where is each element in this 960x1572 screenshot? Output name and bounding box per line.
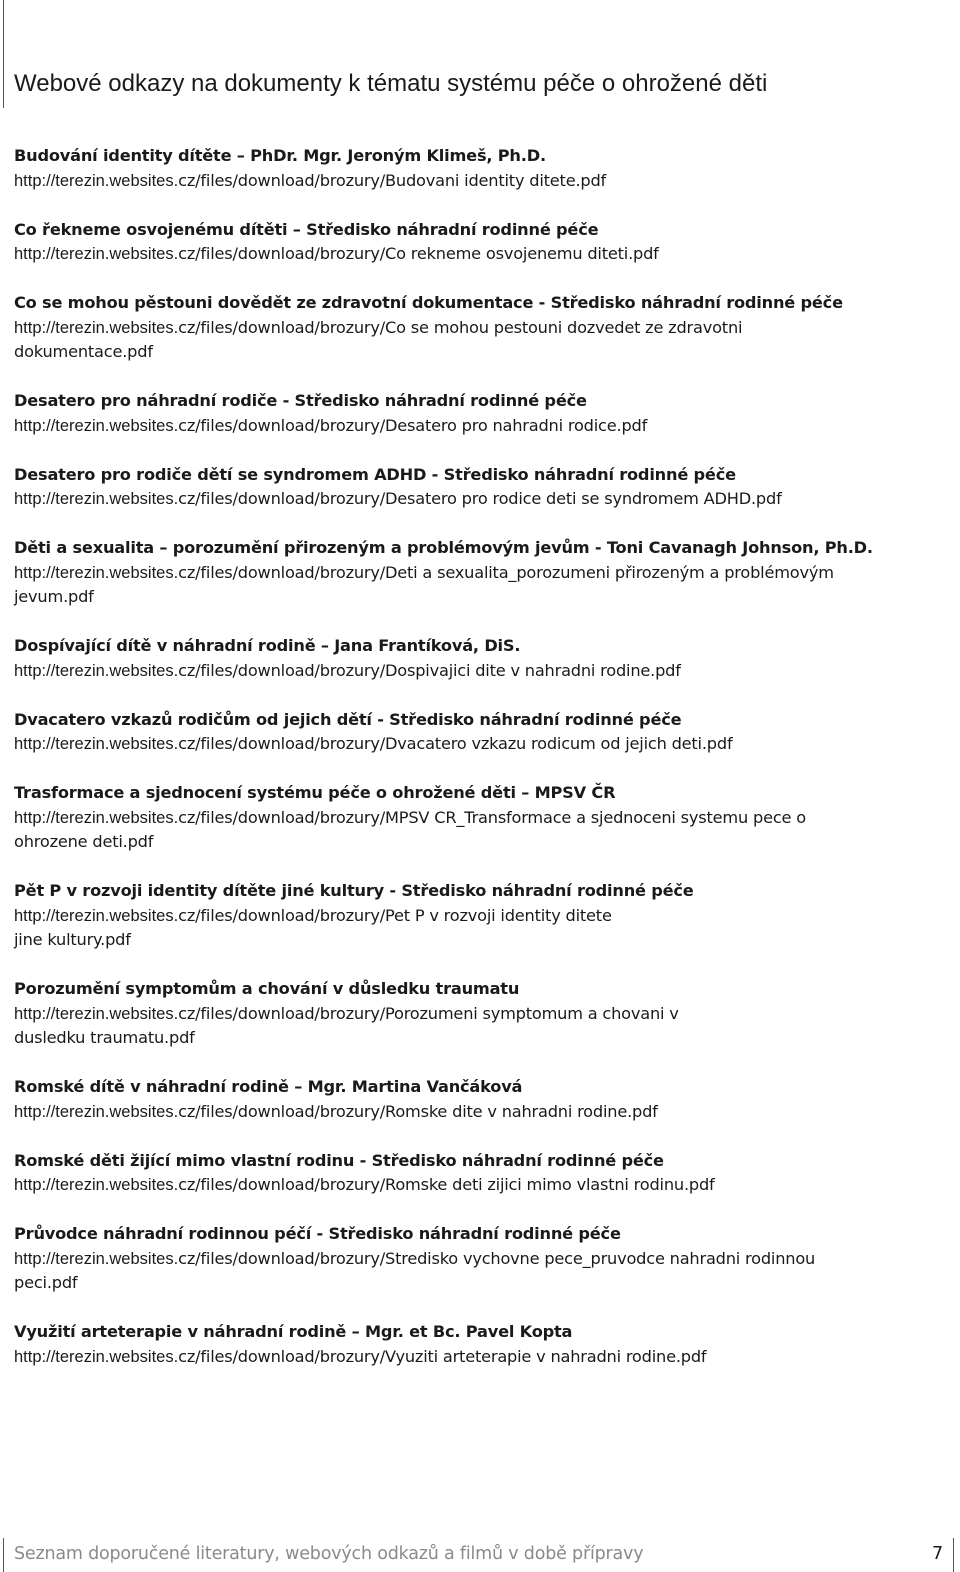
- entry-title: Romské dítě v náhradní rodině – Mgr. Martina Vančáková: [14, 1077, 523, 1096]
- entry-title: Budování identity dítěte – PhDr. Mgr. Jeroným Klimeš, Ph.D.: [14, 146, 546, 165]
- entry-url[interactable]: [14, 732, 944, 757]
- link-entry: [14, 291, 944, 365]
- url-path: cz/files/download/brozury/Stredisko vychovne pece_pruvodce nahradni rodinnou peci.pdf: [14, 1248, 816, 1292]
- link-entry: [14, 879, 944, 953]
- url-path: cz/files/download/brozury/Porozumeni symptomum a chovani v dusledku traumatu.pdf: [14, 1003, 679, 1047]
- entry-title: Romské děti žijící mimo vlastní rodinu - Středisko náhradní rodinné péče: [14, 1150, 664, 1170]
- url-path: cz/files/download/brozury/Budovani identity ditete.pdf: [178, 170, 607, 190]
- entry-title: Dvacatero vzkazů rodičům od jejich dětí - Středisko náhradní rodinné péče: [14, 709, 682, 729]
- link-entry: [14, 144, 944, 193]
- link-entry: [14, 1320, 944, 1369]
- url-host: http://terezin.websites.: [14, 661, 179, 680]
- entry-url[interactable]: [14, 1100, 944, 1125]
- url-host: http://terezin.websites.: [14, 490, 179, 508]
- entry-url[interactable]: [14, 904, 944, 953]
- link-entry: [14, 1075, 944, 1124]
- url-host: http://terezin.websites.: [14, 1004, 179, 1023]
- entry-title: Trasformace a sjednocení systému péče o ohrožené děti – MPSV ČR: [14, 783, 616, 802]
- url-path: cz/files/download/brozury/Vyuziti arteterapie v nahradni rodine.pdf: [178, 1346, 707, 1366]
- entry-url[interactable]: [14, 487, 944, 512]
- url-host: http://terezin.websites.: [14, 808, 179, 827]
- url-path: cz/files/download/brozury/MPSV CR_Transformace a sjednoceni systemu pece o ohrozene deti.pdf: [14, 807, 806, 851]
- url-path: cz/files/download/brozury/Dospivajici dite v nahradni rodine.pdf: [178, 660, 681, 680]
- entry-title: Využití arteterapie v náhradní rodině – Mgr. et Bc. Pavel Kopta: [14, 1322, 573, 1341]
- link-entry: [14, 1222, 944, 1296]
- entry-url[interactable]: [14, 1002, 944, 1051]
- url-path: cz/files/download/brozury/Pet P v rozvoji identity ditete jine kultury.pdf: [14, 905, 612, 949]
- footer-rule-right: [953, 1538, 954, 1572]
- entry-title: Průvodce náhradní rodinnou péčí - Středisko náhradní rodinné péče: [14, 1224, 621, 1243]
- entry-url[interactable]: [14, 169, 944, 194]
- link-entry: [14, 781, 944, 855]
- entry-url[interactable]: [14, 561, 944, 610]
- url-host: http://terezin.websites.: [14, 416, 179, 435]
- entry-title: Děti a sexualita – porozumění přirozeným a problémovým jevům - Toni Cavanagh Johnson, Ph.D.: [14, 538, 873, 557]
- url-path: cz/files/download/brozury/Co se mohou pestouni dozvedet ze zdravotni dokumentace.pdf: [14, 317, 743, 361]
- link-entry: [14, 1149, 944, 1198]
- url-path: cz/files/download/brozury/Desatero pro rodice deti se syndromem ADHD.pdf: [178, 489, 782, 508]
- page-number: 7: [932, 1544, 944, 1564]
- entry-title: Pět P v rozvoji identity dítěte jiné kultury - Středisko náhradní rodinné péče: [14, 881, 694, 900]
- url-host: http://terezin.websites.: [14, 906, 179, 925]
- link-list: [14, 144, 944, 1394]
- entry-title: Co se mohou pěstouni dovědět ze zdravotní dokumentace - Středisko náhradní rodinné péče: [14, 293, 843, 312]
- url-path: cz/files/download/brozury/Deti a sexualita_porozumeni přirozeným a problémovým jevum.pdf: [14, 562, 834, 606]
- url-host: http://terezin.websites.: [14, 1102, 179, 1121]
- footer-rule-left: [3, 1538, 4, 1572]
- page-title: Webové odkazy na dokumenty k tématu systému péče o ohrožené děti: [14, 70, 768, 97]
- footer-text: Seznam doporučené literatury, webových odkazů a filmů v době přípravy: [14, 1544, 644, 1564]
- entry-title: Desatero pro rodiče dětí se syndromem ADHD - Středisko náhradní rodinné péče: [14, 464, 736, 484]
- page-footer: [0, 1538, 960, 1572]
- link-entry: [14, 536, 944, 610]
- link-entry: [14, 634, 944, 683]
- entry-url[interactable]: [14, 242, 944, 267]
- link-entry: [14, 708, 944, 757]
- url-host: http://terezin.websites.: [14, 1347, 179, 1366]
- entry-url[interactable]: [14, 1173, 944, 1198]
- link-entry: [14, 463, 944, 512]
- url-host: http://terezin.websites.: [14, 735, 179, 753]
- entry-url[interactable]: [14, 1247, 944, 1296]
- entry-url[interactable]: [14, 659, 944, 684]
- url-host: http://terezin.websites.: [14, 1176, 179, 1194]
- url-host: http://terezin.websites.: [14, 1249, 179, 1268]
- url-host: http://terezin.websites.: [14, 563, 179, 582]
- margin-rule: [3, 0, 4, 108]
- url-host: http://terezin.websites.: [14, 171, 179, 190]
- entry-title: Dospívající dítě v náhradní rodině – Jana Frantíková, DiS.: [14, 636, 521, 655]
- url-path: cz/files/download/brozury/Romske deti zijici mimo vlastni rodinu.pdf: [178, 1175, 715, 1194]
- entry-url[interactable]: [14, 1345, 944, 1370]
- entry-title: Desatero pro náhradní rodiče - Středisko náhradní rodinné péče: [14, 391, 587, 410]
- url-host: http://terezin.websites.: [14, 245, 179, 263]
- entry-title: Co řekneme osvojenému dítěti – Středisko náhradní rodinné péče: [14, 219, 599, 239]
- link-entry: [14, 389, 944, 438]
- link-entry: [14, 977, 944, 1051]
- url-path: cz/files/download/brozury/Desatero pro nahradni rodice.pdf: [178, 415, 648, 435]
- entry-url[interactable]: [14, 414, 944, 439]
- url-host: http://terezin.websites.: [14, 318, 179, 337]
- url-path: cz/files/download/brozury/Co rekneme osvojenemu diteti.pdf: [178, 244, 659, 263]
- link-entry: [14, 218, 944, 267]
- url-path: cz/files/download/brozury/Romske dite v nahradni rodine.pdf: [178, 1101, 658, 1121]
- url-path: cz/files/download/brozury/Dvacatero vzkazu rodicum od jejich deti.pdf: [178, 734, 733, 753]
- entry-url[interactable]: [14, 316, 944, 365]
- entry-url[interactable]: [14, 806, 944, 855]
- entry-title: Porozumění symptomům a chování v důsledku traumatu: [14, 979, 520, 998]
